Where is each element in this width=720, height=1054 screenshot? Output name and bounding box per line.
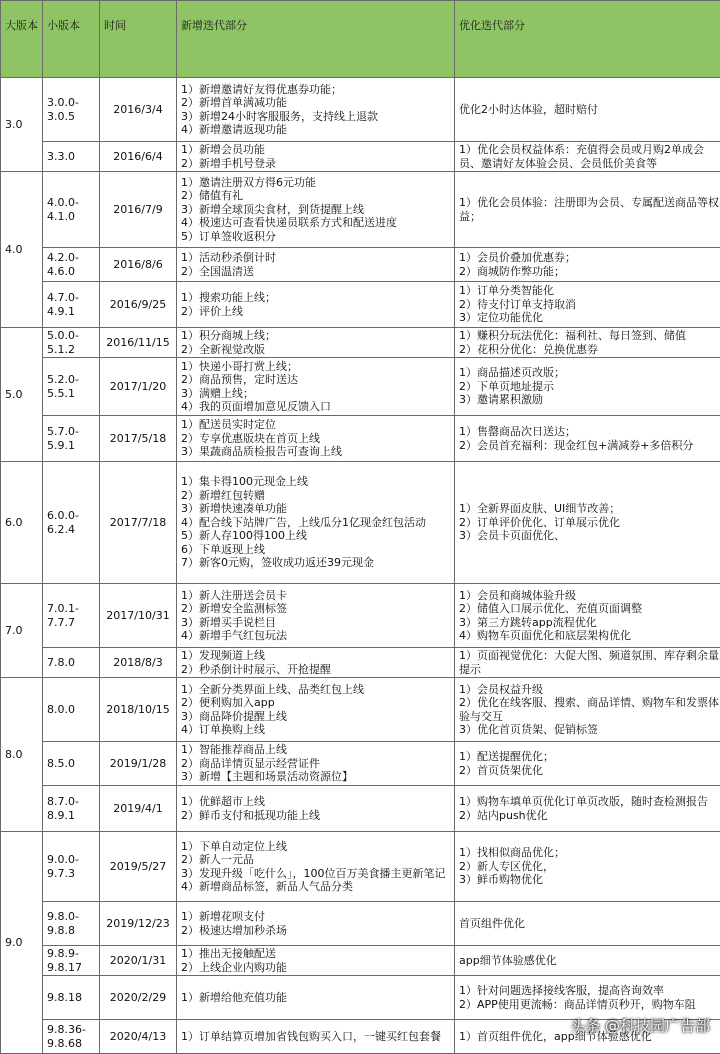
cell-line: 2）上线企业内购功能 [181,961,454,975]
minor-version-cell [43,786,100,832]
date-cell: 2018/10/15 [100,678,177,742]
cell-line: 1）订单结算页增加省钱包购买入口，一键买红包套餐 [181,1030,454,1044]
cell-line: 5）新人存100得100上线 [181,529,454,543]
optimizations-cell [455,832,720,902]
header-major: 大版本 [1,1,43,78]
date-cell: 2016/3/4 [100,78,177,142]
cell-line: 1）配送员实时定位 [181,418,454,432]
cell-line: 2）APP使用更流畅：商品详情页秒开，购物车阻 [459,998,720,1012]
cell-line: 4）新增手气红包玩法 [181,629,454,643]
cell-line: 2）站内push优化 [459,809,720,823]
optimizations-cell [455,584,720,648]
new-features-cell [177,358,455,416]
table-row [1,742,720,786]
cell-line: 1）商品描述页改版； [459,366,720,380]
cell-line: 1）新增花呗支付 [181,910,454,924]
date-cell: 2016/11/15 [100,328,177,358]
date-cell: 2016/6/4 [100,142,177,172]
cell-line: 4.2.0- [47,251,99,265]
cell-line: 5）订单签收返积分 [181,230,454,244]
new-features-cell [177,1020,455,1054]
date-cell: 2017/5/18 [100,416,177,462]
date-cell: 2019/12/23 [100,902,177,946]
cell-line: 3）鲜币购物优化 [459,873,720,887]
date-cell: 2018/8/3 [100,648,177,678]
optimizations-cell [455,742,720,786]
header-minor: 小版本 [43,1,100,78]
cell-line: 2）新增首单满减功能 [181,96,454,110]
cell-line: 2）新增红包转赠 [181,489,454,503]
table-row [1,328,720,358]
cell-line: 1）快递小哥打赏上线； [181,360,454,374]
optimizations-cell [455,462,720,584]
new-features-cell [177,832,455,902]
minor-version-cell [43,902,100,946]
cell-line: 2）订单评价优化、订单展示优化 [459,516,720,530]
cell-line: 1）新人注册送会员卡 [181,589,454,603]
optimizations-cell [455,786,720,832]
table-row [1,584,720,648]
header-optimizations: 优化迭代部分 [455,1,720,78]
cell-line: 2）优化在线客服、搜索、商品详情、购物车和发票体验与交互 [459,696,720,723]
optimizations-cell [455,416,720,462]
cell-line: 2）首页货架优化 [459,764,720,778]
cell-line: 1）搜索功能上线； [181,291,454,305]
cell-line: 1）售罄商品次日送达； [459,425,720,439]
cell-line: 1）找相似商品优化； [459,846,720,860]
cell-line: 3）果蔬商品质检报告可查询上线 [181,445,454,459]
new-features-cell [177,742,455,786]
optimizations-cell [455,358,720,416]
cell-line: 8.9.1 [47,809,99,823]
major-version-cell: 6.0 [1,462,43,584]
cell-line: 1）会员价叠加优惠券； [459,251,720,265]
new-features-cell [177,902,455,946]
cell-line: 2）储值入口展示优化、充值页面调整 [459,602,720,616]
major-version-cell: 9.0 [1,832,43,1054]
optimizations-cell [455,248,720,282]
cell-line: 1）新增给他充值功能 [181,991,454,1005]
cell-line: 3）商品降价提醒上线 [181,710,454,724]
table-row [1,78,720,142]
cell-line: 2）商品预售，定时送达 [181,373,454,387]
cell-line: 2）专享优惠版块在首页上线 [181,432,454,446]
table-row [1,976,720,1020]
cell-line: 3）发现升级「吃什么」，100位百万美食播主更新笔记 [181,867,454,881]
cell-line: 2）评价上线 [181,305,454,319]
optimizations-cell [455,946,720,976]
table-row [1,172,720,248]
minor-version-cell [43,946,100,976]
cell-line: 4）新增邀请返现功能 [181,123,454,137]
cell-line: 1）集卡得100元现金上线 [181,475,454,489]
cell-line: 1）针对问题选择接线客服，提高咨询效率 [459,984,720,998]
cell-line: 7.7.7 [47,616,99,630]
minor-version-cell [43,584,100,648]
new-features-cell [177,786,455,832]
cell-line: app细节体验感优化 [459,954,720,968]
cell-line: 8.5.0 [47,757,99,771]
cell-line: 9.0.0- [47,853,99,867]
cell-line: 2）新增安全监测标签 [181,602,454,616]
optimizations-cell [455,648,720,678]
optimizations-cell [455,902,720,946]
cell-line: 2）极速达增加秒杀场 [181,924,454,938]
table-row [1,832,720,902]
cell-line: 1）会员权益升级 [459,683,720,697]
cell-line: 3.0.0- [47,96,99,110]
new-features-cell [177,976,455,1020]
minor-version-cell [43,78,100,142]
cell-line: 2）商城防作弊功能； [459,265,720,279]
cell-line: 4.0.0- [47,196,99,210]
date-cell: 2020/2/29 [100,976,177,1020]
minor-version-cell [43,416,100,462]
table-row [1,282,720,328]
optimizations-cell [455,678,720,742]
new-features-cell [177,584,455,648]
cell-line: 4）购物车页面优化和底层架构优化 [459,629,720,643]
optimizations-cell [455,142,720,172]
cell-line: 1）发现频道上线 [181,649,454,663]
cell-line: 1）订单分类智能化 [459,284,720,298]
new-features-cell [177,328,455,358]
date-cell: 2016/8/6 [100,248,177,282]
cell-line: 2）待支付订单支持取消 [459,298,720,312]
cell-line: 9.8.18 [47,991,99,1005]
cell-line: 3）满赠上线； [181,387,454,401]
cell-line: 1）推出无接触配送 [181,947,454,961]
cell-line: 9.8.0- [47,910,99,924]
cell-line: 1）优化会员权益体系：充值得会员或月购2单成会员、邀请好友体验会员、会员低价美食等 [459,143,720,170]
new-features-cell [177,78,455,142]
cell-line: 4.1.0 [47,210,99,224]
minor-version-cell [43,678,100,742]
cell-line: 1）首页组件优化，app细节体验感优化 [459,1030,720,1044]
cell-line: 9.8.8 [47,924,99,938]
cell-line: 4）我的页面增加意见反馈入口 [181,400,454,414]
minor-version-cell [43,1020,100,1054]
cell-line: 3）新增买手说栏目 [181,616,454,630]
cell-line: 5.0.0- [47,329,99,343]
header-new-features: 新增迭代部分 [177,1,455,78]
date-cell: 2016/9/25 [100,282,177,328]
major-version-cell: 8.0 [1,678,43,832]
cell-line: 1）优化会员体验：注册即为会员、专属配送商品等权益； [459,196,720,223]
date-cell: 2019/1/28 [100,742,177,786]
cell-line: 2）新增手机号登录 [181,157,454,171]
cell-line: 7.0.1- [47,602,99,616]
cell-line: 4.9.1 [47,305,99,319]
minor-version-cell [43,172,100,248]
optimizations-cell [455,172,720,248]
table-row [1,648,720,678]
cell-line: 1）全新分类界面上线、品类红包上线 [181,683,454,697]
cell-line: 3）定位功能优化 [459,311,720,325]
cell-line: 4.6.0 [47,265,99,279]
new-features-cell [177,416,455,462]
new-features-cell [177,678,455,742]
cell-line: 1）下单自动定位上线 [181,840,454,854]
cell-line: 1）新增邀请好友得优惠券功能； [181,83,454,97]
cell-line: 9.8.17 [47,961,99,975]
cell-line: 2）鲜币支付和抵现功能上线 [181,809,454,823]
cell-line: 3）优化首页货架、促销标签 [459,723,720,737]
cell-line: 1）页面视觉优化：大促大图、频道氛围、库存剩余量提示 [459,649,720,676]
new-features-cell [177,172,455,248]
date-cell: 2020/1/31 [100,946,177,976]
new-features-cell [177,946,455,976]
cell-line: 2）全国温清送 [181,265,454,279]
table-row [1,462,720,584]
cell-line: 1）智能推荐商品上线 [181,743,454,757]
cell-line: 2）储值有礼 [181,189,454,203]
cell-line: 3）第三方跳转app流程优化 [459,616,720,630]
cell-line: 5.7.0- [47,425,99,439]
cell-line: 8.7.0- [47,795,99,809]
cell-line: 5.9.1 [47,439,99,453]
cell-line: 4）新增商品标签，新品人气品分类 [181,880,454,894]
date-cell: 2017/1/20 [100,358,177,416]
new-features-cell [177,648,455,678]
major-version-cell: 5.0 [1,328,43,462]
cell-line: 首页组件优化 [459,917,720,931]
cell-line: 3）新增24小时客服服务，支持线上退款 [181,110,454,124]
cell-line: 1）积分商城上线； [181,329,454,343]
table-row [1,678,720,742]
cell-line: 1）赚积分玩法优化：福利社、每日签到、储值 [459,329,720,343]
minor-version-cell [43,462,100,584]
minor-version-cell [43,648,100,678]
cell-line: 4.7.0- [47,291,99,305]
header-date: 时间 [100,1,177,78]
cell-line: 3）新增快速凑单功能 [181,502,454,516]
table-row [1,248,720,282]
cell-line: 3）新增【主题和场景活动资源位】 [181,770,454,784]
date-cell: 2016/7/9 [100,172,177,248]
cell-line: 2）全新视觉改版 [181,343,454,357]
cell-line: 2）新人专区优化， [459,860,720,874]
optimizations-cell [455,78,720,142]
minor-version-cell [43,976,100,1020]
minor-version-cell [43,358,100,416]
cell-line: 9.8.36- [47,1023,99,1037]
cell-line: 2）下单页地址提示 [459,380,720,394]
cell-line: 2）秒杀倒计时展示、开抢提醒 [181,663,454,677]
date-cell: 2019/4/1 [100,786,177,832]
cell-line: 1）活动秒杀倒计时 [181,251,454,265]
new-features-cell [177,142,455,172]
optimizations-cell [455,976,720,1020]
cell-line: 4）极速达可查看快递员联系方式和配送进度 [181,216,454,230]
table-row [1,902,720,946]
cell-line: 2）新人一元品 [181,853,454,867]
cell-line: 3.0.5 [47,110,99,124]
cell-line: 5.1.2 [47,343,99,357]
cell-line: 1）购物车填单页优化订单页改版，随时查检测报告 [459,795,720,809]
cell-line: 7.8.0 [47,656,99,670]
cell-line: 5.2.0- [47,373,99,387]
cell-line: 3）会员卡页面优化、 [459,529,720,543]
cell-line: 5.5.1 [47,387,99,401]
table-row [1,946,720,976]
major-version-cell: 7.0 [1,584,43,678]
cell-line: 2）便利购加入app [181,696,454,710]
table-row [1,142,720,172]
cell-line: 4）订单换购上线 [181,723,454,737]
cell-line: 6）下单返现上线 [181,543,454,557]
date-cell: 2019/5/27 [100,832,177,902]
new-features-cell [177,248,455,282]
watermark: 头条 @科技园广告部 [570,1015,710,1036]
date-cell: 2017/7/18 [100,462,177,584]
cell-line: 6.0.0- [47,509,99,523]
cell-line: 3.3.0 [47,150,99,164]
cell-line: 1）邀请注册双方得6元功能 [181,176,454,190]
table-row [1,416,720,462]
optimizations-cell [455,328,720,358]
minor-version-cell [43,742,100,786]
cell-line: 1）新增会员功能 [181,143,454,157]
date-cell: 2017/10/31 [100,584,177,648]
cell-line: 2）会员首充福利：现金红包+满减券+多倍积分 [459,439,720,453]
cell-line: 1）优鲜超市上线 [181,795,454,809]
new-features-cell [177,462,455,584]
cell-line: 1）全新界面皮肤、UI细节改善； [459,502,720,516]
cell-line: 7）新客0元购，签收成功返还39元现金 [181,556,454,570]
table-row [1,786,720,832]
minor-version-cell [43,832,100,902]
cell-line: 优化2小时达体验，超时赔付 [459,103,720,117]
table-row [1,358,720,416]
date-cell: 2020/4/13 [100,1020,177,1054]
cell-line: 9.7.3 [47,867,99,881]
optimizations-cell [455,282,720,328]
new-features-cell [177,282,455,328]
minor-version-cell [43,248,100,282]
cell-line: 8.0.0 [47,703,99,717]
major-version-cell: 4.0 [1,172,43,328]
cell-line: 1）配送提醒优化； [459,750,720,764]
cell-line: 9.8.68 [47,1037,99,1051]
major-version-cell: 3.0 [1,78,43,172]
cell-line: 3）邀请累积激励 [459,393,720,407]
cell-line: 1）会员和商城体验升级 [459,589,720,603]
minor-version-cell [43,142,100,172]
cell-line: 2）商品详情页显示经营证件 [181,757,454,771]
header-row [1,1,720,78]
minor-version-cell [43,328,100,358]
cell-line: 3）新增全球顶尖食材，到货提醒上线 [181,203,454,217]
minor-version-cell [43,282,100,328]
cell-line: 4）配合线下站牌广告，上线瓜分1亿现金红包活动 [181,516,454,530]
cell-line: 9.8.9- [47,947,99,961]
cell-line: 6.2.4 [47,523,99,537]
cell-line: 2）花积分优化：兑换优惠券 [459,343,720,357]
